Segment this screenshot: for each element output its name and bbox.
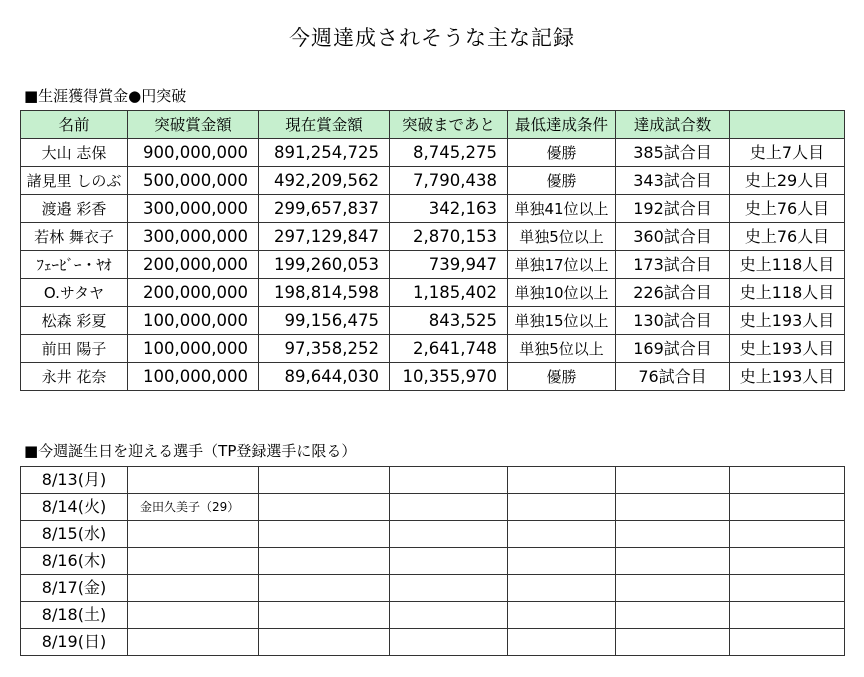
cell-target-amount: 500,000,000 xyxy=(128,167,259,195)
cell-target-amount: 100,000,000 xyxy=(128,307,259,335)
cell-remaining: 1,185,402 xyxy=(390,279,508,307)
cell-birthday-player xyxy=(128,521,259,548)
cell-target-amount: 300,000,000 xyxy=(128,195,259,223)
table-row xyxy=(21,195,845,223)
cell-min-condition: 単独17位以上 xyxy=(508,251,616,279)
cell-empty xyxy=(730,494,845,521)
cell-empty xyxy=(390,521,508,548)
cell-date: 8/13(月) xyxy=(21,467,128,494)
cell-birthday-player xyxy=(128,548,259,575)
cell-empty xyxy=(730,629,845,656)
cell-rank: 史上118人目 xyxy=(730,251,845,279)
cell-birthday-player xyxy=(128,629,259,656)
section-label-birthdays: ■今週誕生日を迎える選手（TP登録選手に限る） xyxy=(24,442,357,460)
cell-games: 385試合目 xyxy=(616,139,730,167)
table-row xyxy=(21,467,845,494)
cell-rank: 史上76人目 xyxy=(730,223,845,251)
cell-birthday-player xyxy=(128,575,259,602)
cell-date: 8/14(火) xyxy=(21,494,128,521)
cell-remaining: 739,947 xyxy=(390,251,508,279)
cell-games: 173試合目 xyxy=(616,251,730,279)
cell-remaining: 342,163 xyxy=(390,195,508,223)
header-name: 名前 xyxy=(21,111,128,139)
prize-milestone-table xyxy=(20,110,845,391)
page-title: 今週達成されそうな主な記録 xyxy=(289,26,575,50)
cell-target-amount: 200,000,000 xyxy=(128,279,259,307)
table-row xyxy=(21,139,845,167)
table-row xyxy=(21,335,845,363)
cell-current-amount: 198,814,598 xyxy=(259,279,390,307)
table-row xyxy=(21,279,845,307)
cell-name: 若林 舞衣子 xyxy=(21,223,128,251)
cell-empty xyxy=(259,575,390,602)
cell-remaining: 2,870,153 xyxy=(390,223,508,251)
cell-birthday-player: 金田久美子（29） xyxy=(128,494,259,521)
cell-date: 8/15(水) xyxy=(21,521,128,548)
cell-empty xyxy=(730,548,845,575)
table-row xyxy=(21,548,845,575)
cell-empty xyxy=(259,602,390,629)
table-row xyxy=(21,223,845,251)
cell-rank: 史上7人目 xyxy=(730,139,845,167)
cell-empty xyxy=(508,521,616,548)
cell-current-amount: 297,129,847 xyxy=(259,223,390,251)
cell-rank: 史上193人目 xyxy=(730,307,845,335)
cell-remaining: 10,355,970 xyxy=(390,363,508,391)
cell-empty xyxy=(508,629,616,656)
cell-empty xyxy=(259,548,390,575)
cell-empty xyxy=(730,521,845,548)
cell-current-amount: 89,644,030 xyxy=(259,363,390,391)
cell-empty xyxy=(616,467,730,494)
cell-min-condition: 優勝 xyxy=(508,139,616,167)
table-row xyxy=(21,167,845,195)
cell-empty xyxy=(508,548,616,575)
cell-current-amount: 492,209,562 xyxy=(259,167,390,195)
cell-date: 8/19(日) xyxy=(21,629,128,656)
cell-empty xyxy=(259,467,390,494)
cell-min-condition: 単独5位以上 xyxy=(508,335,616,363)
cell-games: 360試合目 xyxy=(616,223,730,251)
cell-current-amount: 99,156,475 xyxy=(259,307,390,335)
cell-rank: 史上193人目 xyxy=(730,335,845,363)
table-row xyxy=(21,575,845,602)
cell-current-amount: 891,254,725 xyxy=(259,139,390,167)
cell-empty xyxy=(390,494,508,521)
cell-empty xyxy=(508,602,616,629)
cell-remaining: 843,525 xyxy=(390,307,508,335)
cell-date: 8/16(木) xyxy=(21,548,128,575)
cell-date: 8/18(土) xyxy=(21,602,128,629)
cell-rank: 史上76人目 xyxy=(730,195,845,223)
cell-empty xyxy=(616,521,730,548)
cell-target-amount: 900,000,000 xyxy=(128,139,259,167)
header-games: 達成試合数 xyxy=(616,111,730,139)
cell-empty xyxy=(730,575,845,602)
table-header-row xyxy=(21,111,845,139)
cell-min-condition: 単独15位以上 xyxy=(508,307,616,335)
header-rank xyxy=(730,111,845,139)
header-target-amount: 突破賞金額 xyxy=(128,111,259,139)
cell-name: 前田 陽子 xyxy=(21,335,128,363)
cell-min-condition: 優勝 xyxy=(508,167,616,195)
table-row xyxy=(21,307,845,335)
cell-name: O.サタヤ xyxy=(21,279,128,307)
cell-target-amount: 300,000,000 xyxy=(128,223,259,251)
cell-empty xyxy=(616,575,730,602)
cell-empty xyxy=(259,629,390,656)
cell-empty xyxy=(508,494,616,521)
section-label-prize-milestones: ■生涯獲得賞金●円突破 xyxy=(24,87,187,105)
cell-games: 76試合目 xyxy=(616,363,730,391)
cell-name: 諸見里 しのぶ xyxy=(21,167,128,195)
table-row xyxy=(21,363,845,391)
cell-remaining: 2,641,748 xyxy=(390,335,508,363)
cell-empty xyxy=(390,575,508,602)
cell-remaining: 7,790,438 xyxy=(390,167,508,195)
cell-birthday-player xyxy=(128,467,259,494)
cell-empty xyxy=(508,467,616,494)
cell-min-condition: 単独41位以上 xyxy=(508,195,616,223)
cell-rank: 史上29人目 xyxy=(730,167,845,195)
table-row xyxy=(21,494,845,521)
birthday-table xyxy=(20,466,845,656)
table-row xyxy=(21,602,845,629)
cell-date: 8/17(金) xyxy=(21,575,128,602)
cell-empty xyxy=(390,548,508,575)
header-current-amount: 現在賞金額 xyxy=(259,111,390,139)
cell-empty xyxy=(730,602,845,629)
cell-empty xyxy=(616,629,730,656)
table-row xyxy=(21,251,845,279)
cell-empty xyxy=(259,521,390,548)
table-row xyxy=(21,521,845,548)
cell-name: ﾌｪｰﾋﾞｰ・ﾔｵ xyxy=(21,251,128,279)
cell-current-amount: 299,657,837 xyxy=(259,195,390,223)
cell-name: 永井 花奈 xyxy=(21,363,128,391)
cell-rank: 史上193人目 xyxy=(730,363,845,391)
table-row xyxy=(21,629,845,656)
header-min-condition: 最低達成条件 xyxy=(508,111,616,139)
cell-empty xyxy=(390,467,508,494)
cell-target-amount: 100,000,000 xyxy=(128,363,259,391)
cell-empty xyxy=(259,494,390,521)
cell-min-condition: 優勝 xyxy=(508,363,616,391)
cell-games: 343試合目 xyxy=(616,167,730,195)
cell-rank: 史上118人目 xyxy=(730,279,845,307)
cell-games: 226試合目 xyxy=(616,279,730,307)
cell-name: 松森 彩夏 xyxy=(21,307,128,335)
cell-empty xyxy=(508,575,616,602)
cell-games: 169試合目 xyxy=(616,335,730,363)
cell-min-condition: 単独5位以上 xyxy=(508,223,616,251)
cell-empty xyxy=(390,629,508,656)
header-remaining: 突破まであと xyxy=(390,111,508,139)
cell-name: 渡邉 彩香 xyxy=(21,195,128,223)
cell-empty xyxy=(730,467,845,494)
cell-empty xyxy=(390,602,508,629)
cell-name: 大山 志保 xyxy=(21,139,128,167)
cell-remaining: 8,745,275 xyxy=(390,139,508,167)
cell-empty xyxy=(616,548,730,575)
cell-games: 130試合目 xyxy=(616,307,730,335)
cell-min-condition: 単独10位以上 xyxy=(508,279,616,307)
cell-target-amount: 200,000,000 xyxy=(128,251,259,279)
cell-target-amount: 100,000,000 xyxy=(128,335,259,363)
cell-empty xyxy=(616,602,730,629)
cell-current-amount: 97,358,252 xyxy=(259,335,390,363)
cell-empty xyxy=(616,494,730,521)
cell-birthday-player xyxy=(128,602,259,629)
cell-current-amount: 199,260,053 xyxy=(259,251,390,279)
cell-games: 192試合目 xyxy=(616,195,730,223)
